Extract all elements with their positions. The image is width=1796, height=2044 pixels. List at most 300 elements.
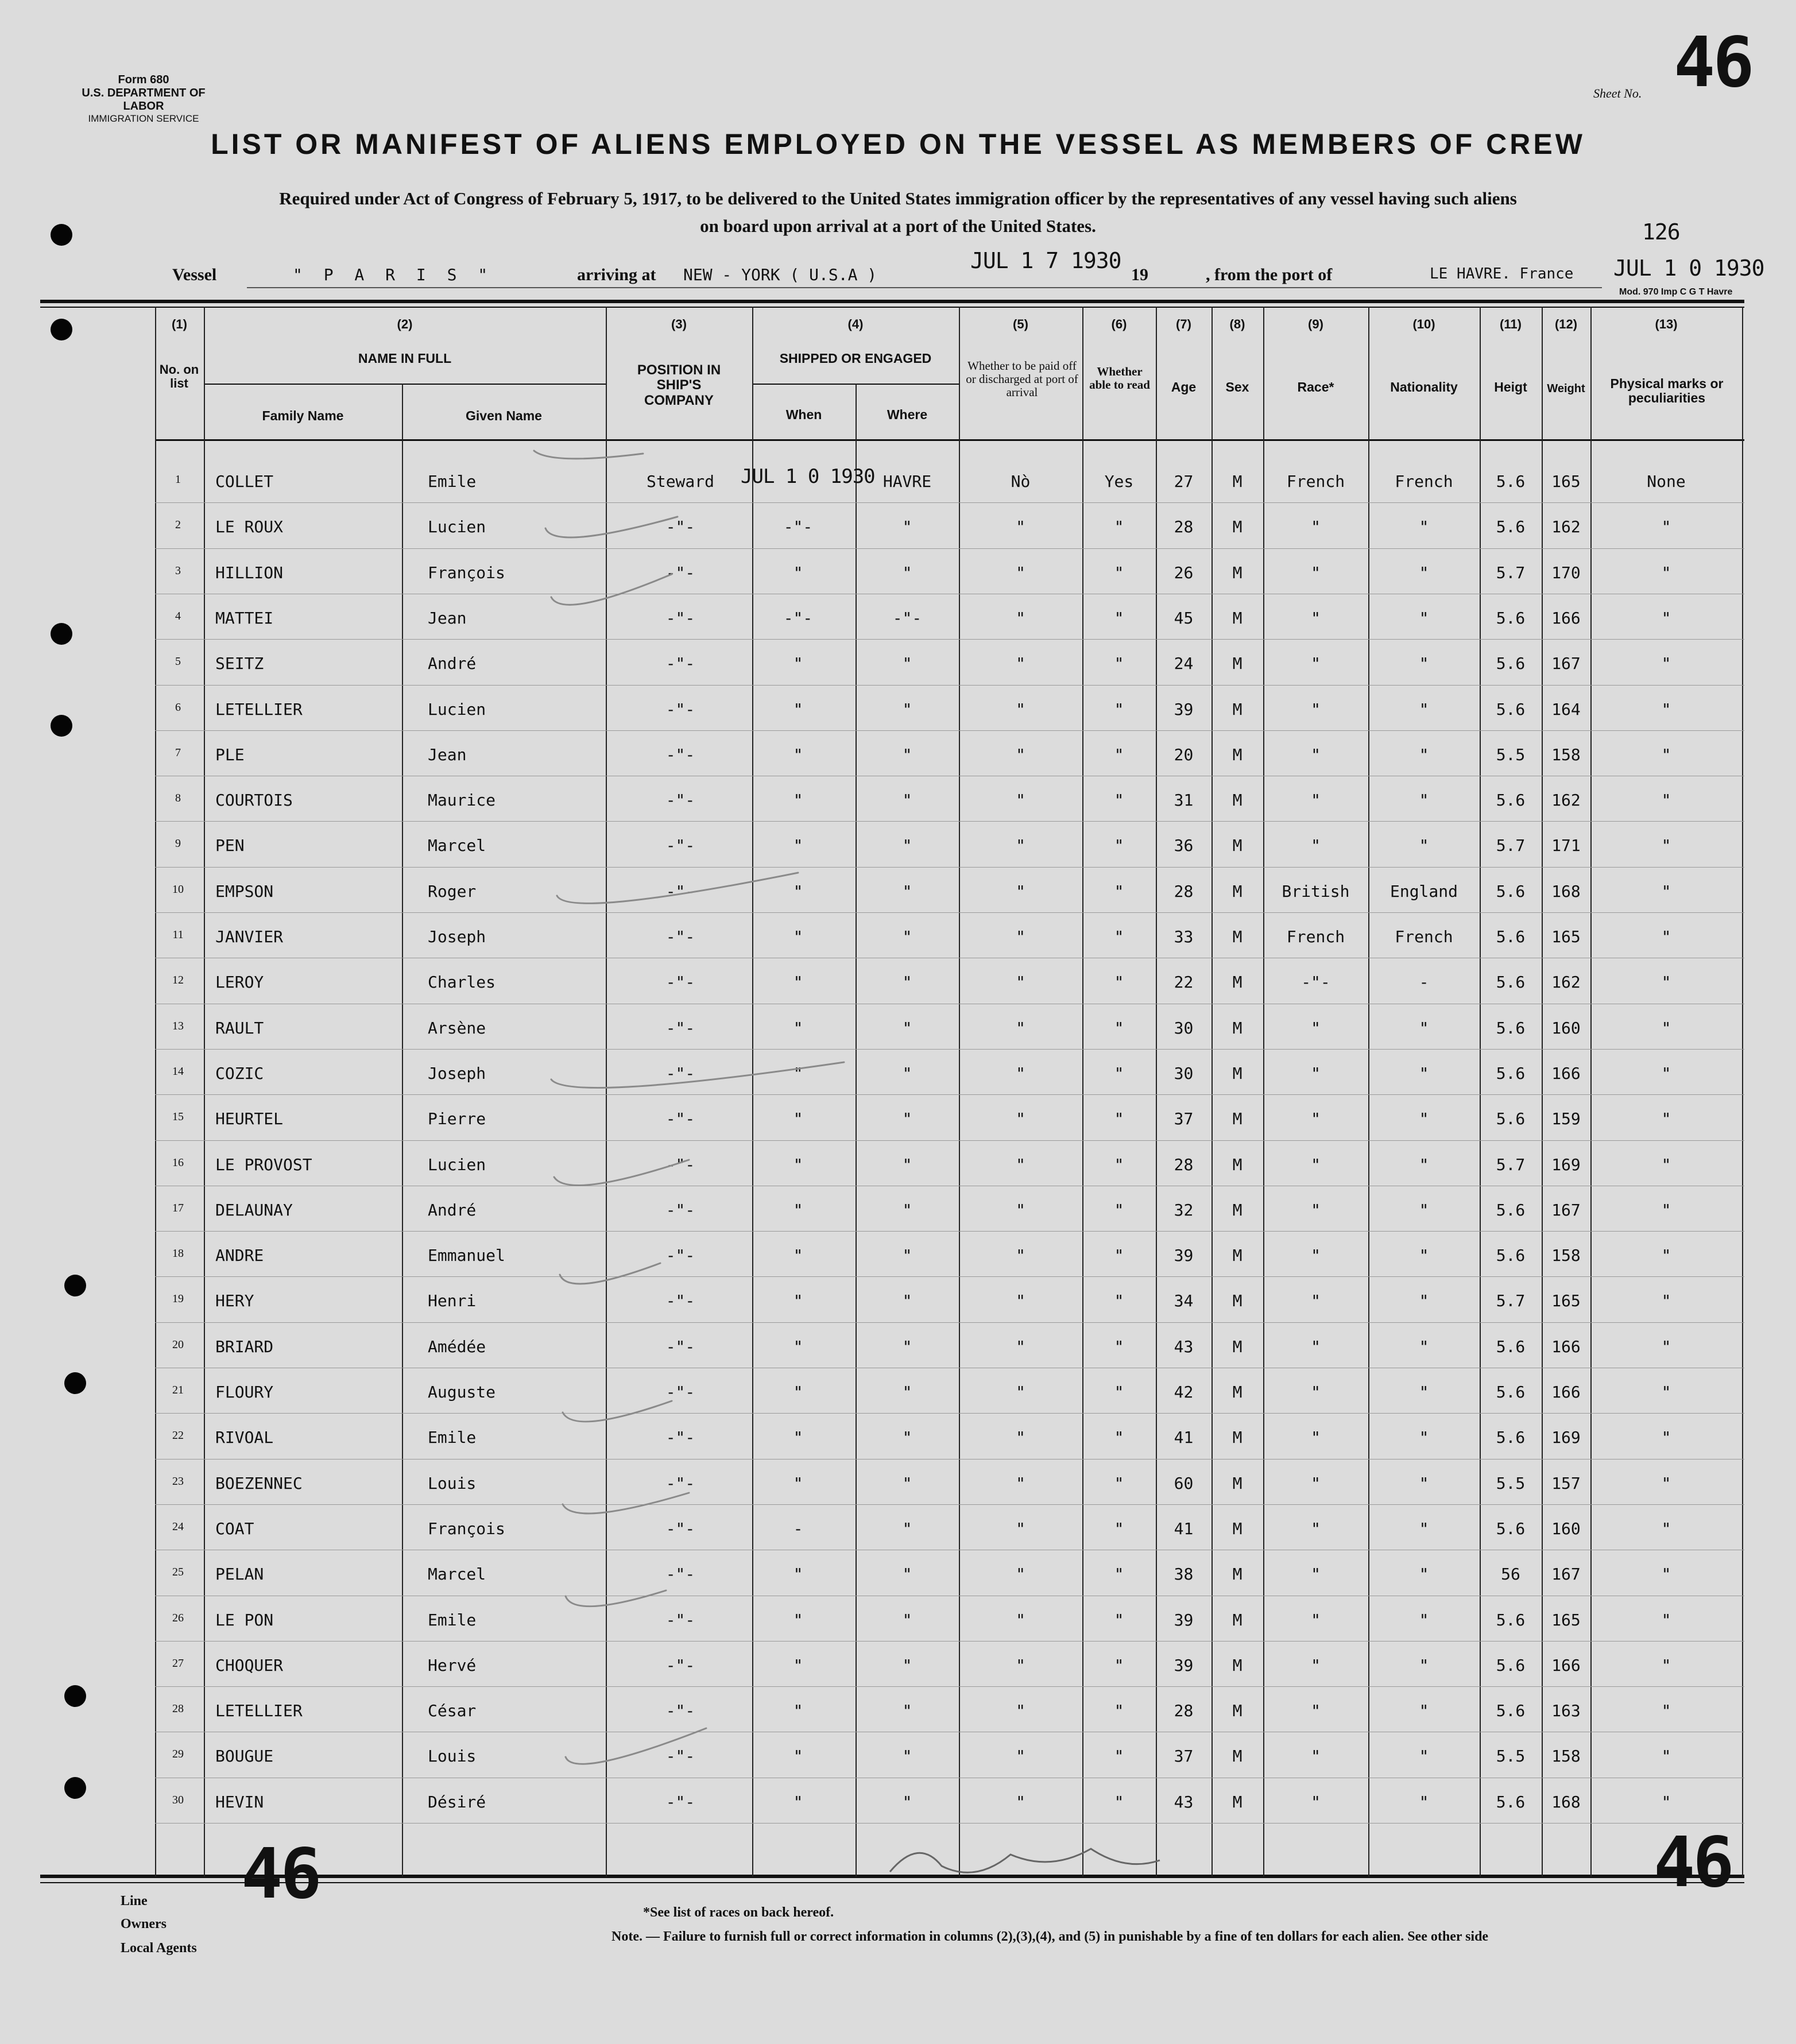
cell-given: François xyxy=(428,563,505,582)
cell-read: " xyxy=(1114,563,1124,582)
cell-weight: 167 xyxy=(1551,1565,1581,1584)
cell-nationality: " xyxy=(1419,1155,1429,1174)
cell-age: 28 xyxy=(1174,1701,1194,1720)
cell-paid: " xyxy=(1016,1793,1025,1811)
races-note: *See list of races on back hereof. xyxy=(643,1905,834,1920)
cell-age: 32 xyxy=(1174,1201,1194,1220)
cell-read: " xyxy=(1114,1064,1124,1083)
cell-when: " xyxy=(793,1019,803,1038)
cell-when: " xyxy=(793,882,803,901)
cell-weight: 164 xyxy=(1551,700,1581,719)
cell-where: " xyxy=(902,1701,912,1720)
cell-paid: " xyxy=(1016,745,1025,764)
arrival-date-stamp: JUL 1 7 1930 xyxy=(970,248,1121,273)
cell-when: " xyxy=(793,1201,803,1220)
cell-position: -"- xyxy=(665,1246,695,1265)
cell-nationality: " xyxy=(1419,1337,1429,1356)
cell-read: Yes xyxy=(1104,472,1134,491)
col-number: (2) xyxy=(397,317,413,331)
cell-race: " xyxy=(1311,1064,1321,1083)
sheet-label: Sheet No. xyxy=(1593,86,1642,100)
cell-read: " xyxy=(1114,1793,1124,1811)
row-number: 1 xyxy=(175,473,181,486)
cell-height: 5.5 xyxy=(1496,1747,1526,1766)
cell-position: -"- xyxy=(665,654,695,673)
col-number: (9) xyxy=(1308,317,1323,331)
cell-age: 39 xyxy=(1174,1611,1194,1629)
cell-age: 36 xyxy=(1174,836,1194,855)
header-shipped: SHIPPED OR ENGAGED xyxy=(779,351,932,366)
cell-given: Amédée xyxy=(428,1337,486,1356)
row-number: 14 xyxy=(172,1065,184,1078)
cell-when: " xyxy=(793,836,803,855)
row-number: 20 xyxy=(172,1338,184,1351)
cell-height: 5.7 xyxy=(1496,1155,1526,1174)
cell-weight: 162 xyxy=(1551,517,1581,536)
cell-physical: " xyxy=(1661,1155,1671,1174)
cell-position: -"- xyxy=(665,791,695,810)
header-weight: Weight xyxy=(1547,382,1585,395)
cell-family: LETELLIER xyxy=(215,1701,303,1720)
cell-where: " xyxy=(902,1201,912,1220)
cell-when: " xyxy=(793,1109,803,1128)
cell-given: Louis xyxy=(428,1747,477,1766)
cell-height: 5.6 xyxy=(1496,1611,1526,1629)
cell-age: 28 xyxy=(1174,1155,1194,1174)
cell-physical: " xyxy=(1661,1337,1671,1356)
from-port: LE HAVRE. France xyxy=(1430,265,1574,282)
cell-sex: M xyxy=(1232,745,1243,764)
cell-age: 34 xyxy=(1174,1291,1194,1310)
cell-where: " xyxy=(902,1428,912,1447)
cell-sex: M xyxy=(1232,1428,1243,1447)
cell-where: " xyxy=(902,700,912,719)
cell-when: " xyxy=(793,927,803,946)
cell-nationality: " xyxy=(1419,1519,1429,1538)
cell-given: Lucien xyxy=(428,517,486,536)
cell-read: " xyxy=(1114,1109,1124,1128)
cell-age: 26 xyxy=(1174,563,1194,582)
cell-position: -"- xyxy=(665,1337,695,1356)
cell-age: 33 xyxy=(1174,927,1194,946)
cell-when: " xyxy=(793,1155,803,1174)
cell-position: -"- xyxy=(665,882,695,901)
cell-physical: " xyxy=(1661,1747,1671,1766)
cell-paid: " xyxy=(1016,1474,1025,1493)
cell-sex: M xyxy=(1232,1291,1243,1310)
row-number: 26 xyxy=(172,1612,184,1624)
cell-weight: 160 xyxy=(1551,1519,1581,1538)
cell-age: 39 xyxy=(1174,1246,1194,1265)
header-family-name: Family Name xyxy=(262,408,344,423)
cell-physical: " xyxy=(1661,836,1671,855)
cell-read: " xyxy=(1114,1656,1124,1675)
cell-read: " xyxy=(1114,1337,1124,1356)
cell-position: -"- xyxy=(665,1291,695,1310)
cell-given: Emile xyxy=(428,472,477,491)
cell-family: LE ROUX xyxy=(215,517,284,536)
cell-physical: None xyxy=(1647,472,1686,491)
cell-sex: M xyxy=(1232,927,1243,946)
cell-physical: " xyxy=(1661,1474,1671,1493)
col-number: (12) xyxy=(1554,317,1578,331)
cell-sex: M xyxy=(1232,609,1243,628)
cell-physical: " xyxy=(1661,1701,1671,1720)
cell-when: " xyxy=(793,1565,803,1584)
cell-paid: " xyxy=(1016,1201,1025,1220)
cell-sex: M xyxy=(1232,836,1243,855)
cell-race: " xyxy=(1311,1474,1321,1493)
cell-family: EMPSON xyxy=(215,882,274,901)
cell-given: Joseph xyxy=(428,1064,486,1083)
cell-physical: " xyxy=(1661,654,1671,673)
cell-where: " xyxy=(902,1565,912,1584)
cell-paid: " xyxy=(1016,973,1025,992)
cell-position: -"- xyxy=(665,1701,695,1720)
cell-weight: 159 xyxy=(1551,1109,1581,1128)
cell-weight: 167 xyxy=(1551,1201,1581,1220)
cell-weight: 166 xyxy=(1551,1656,1581,1675)
cell-where: " xyxy=(902,1383,912,1402)
cell-race: " xyxy=(1311,563,1321,582)
cell-when: " xyxy=(793,1474,803,1493)
cell-read: " xyxy=(1114,517,1124,536)
cell-read: " xyxy=(1114,791,1124,810)
cell-paid: " xyxy=(1016,1519,1025,1538)
cell-read: " xyxy=(1114,1383,1124,1402)
cell-age: 41 xyxy=(1174,1428,1194,1447)
cell-when: " xyxy=(793,563,803,582)
cell-position: -"- xyxy=(665,973,695,992)
owners-label: Owners xyxy=(121,1917,167,1931)
cell-given: Marcel xyxy=(428,836,486,855)
cell-given: Joseph xyxy=(428,927,486,946)
cell-read: " xyxy=(1114,1291,1124,1310)
cell-height: 5.6 xyxy=(1496,791,1526,810)
cell-age: 37 xyxy=(1174,1109,1194,1128)
page-title: LIST OR MANIFEST OF ALIENS EMPLOYED ON THE VESSEL AS MEMBERS OF CREW xyxy=(211,128,1585,160)
cell-weight: 166 xyxy=(1551,1064,1581,1083)
cell-age: 30 xyxy=(1174,1064,1194,1083)
cell-paid: " xyxy=(1016,1383,1025,1402)
cell-weight: 166 xyxy=(1551,609,1581,628)
cell-family: HERY xyxy=(215,1291,254,1310)
cell-height: 5.6 xyxy=(1496,1519,1526,1538)
cell-age: 24 xyxy=(1174,654,1194,673)
cell-height: 5.6 xyxy=(1496,927,1526,946)
cell-nationality: " xyxy=(1419,1474,1429,1493)
cell-family: PELAN xyxy=(215,1565,264,1584)
form-number: Form 680 xyxy=(118,73,169,86)
cell-physical: " xyxy=(1661,1611,1671,1629)
cell-weight: 168 xyxy=(1551,882,1581,901)
cell-age: 22 xyxy=(1174,973,1194,992)
row-number: 22 xyxy=(172,1429,184,1442)
cell-height: 5.7 xyxy=(1496,836,1526,855)
cell-height: 5.6 xyxy=(1496,1019,1526,1038)
cell-where: " xyxy=(902,1611,912,1629)
row-number: 9 xyxy=(175,837,181,850)
cell-weight: 171 xyxy=(1551,836,1581,855)
cell-height: 5.6 xyxy=(1496,882,1526,901)
header-paid-off: Whether to be paid off or discharged at port of arrival xyxy=(966,359,1078,400)
cell-sex: M xyxy=(1232,1611,1243,1629)
header-position: POSITION IN SHIP'S COMPANY xyxy=(637,362,721,408)
cell-family: FLOURY xyxy=(215,1383,274,1402)
cell-where: " xyxy=(902,563,912,582)
cell-sex: M xyxy=(1232,1565,1243,1584)
cell-paid: " xyxy=(1016,1565,1025,1584)
arriving-label: arriving at xyxy=(577,265,656,284)
cell-when: " xyxy=(793,1611,803,1629)
cell-position: -"- xyxy=(665,1474,695,1493)
cell-physical: " xyxy=(1661,1064,1671,1083)
cell-height: 5.6 xyxy=(1496,1656,1526,1675)
cell-race: " xyxy=(1311,700,1321,719)
cell-height: 5.5 xyxy=(1496,1474,1526,1493)
cell-height: 5.6 xyxy=(1496,700,1526,719)
cell-given: Arsène xyxy=(428,1019,486,1038)
cell-when: - xyxy=(793,1519,803,1538)
header-no-on-list: No. on list xyxy=(159,362,199,391)
departure-date-stamp: JUL 1 0 1930 xyxy=(1613,256,1764,281)
cell-nationality: " xyxy=(1419,1201,1429,1220)
cell-when: " xyxy=(793,1246,803,1265)
cell-position: -"- xyxy=(665,700,695,719)
cell-weight: 170 xyxy=(1551,563,1581,582)
cell-where: " xyxy=(902,745,912,764)
cell-position: -"- xyxy=(665,1519,695,1538)
cell-given: Louis xyxy=(428,1474,477,1493)
cell-position: -"- xyxy=(665,1656,695,1675)
cell-nationality: " xyxy=(1419,1019,1429,1038)
cell-nationality: " xyxy=(1419,563,1429,582)
cell-physical: " xyxy=(1661,1656,1671,1675)
cell-height: 5.6 xyxy=(1496,1793,1526,1811)
cell-sex: M xyxy=(1232,1155,1243,1174)
row-number: 28 xyxy=(172,1702,184,1715)
cell-nationality: " xyxy=(1419,700,1429,719)
cell-when: " xyxy=(793,1428,803,1447)
cell-weight: 166 xyxy=(1551,1383,1581,1402)
cell-position: -"- xyxy=(665,1383,695,1402)
cell-race: " xyxy=(1311,1019,1321,1038)
cell-given: Pierre xyxy=(428,1109,486,1128)
cell-race: " xyxy=(1311,517,1321,536)
cell-read: " xyxy=(1114,1611,1124,1629)
row-number: 11 xyxy=(172,928,184,941)
cell-given: André xyxy=(428,1201,477,1220)
header-age: Age xyxy=(1171,380,1197,394)
row-number: 5 xyxy=(175,655,181,668)
cell-family: BOUGUE xyxy=(215,1747,274,1766)
col-number: (11) xyxy=(1500,317,1522,331)
cell-sex: M xyxy=(1232,1793,1243,1811)
cell-physical: " xyxy=(1661,927,1671,946)
cell-nationality: " xyxy=(1419,1246,1429,1265)
subtitle-line-1: Required under Act of Congress of February 5, 1917, to be delivered to the United States immigration officer by the representatives of any vessel having such aliens xyxy=(279,188,1517,208)
row-number: 18 xyxy=(172,1247,184,1260)
cell-when: " xyxy=(793,654,803,673)
cell-sex: M xyxy=(1232,1246,1243,1265)
cell-paid: " xyxy=(1016,1611,1025,1629)
cell-age: 45 xyxy=(1174,609,1194,628)
header-where: Where xyxy=(887,407,928,422)
cell-height: 5.5 xyxy=(1496,745,1526,764)
cell-race: " xyxy=(1311,609,1321,628)
cell-where: " xyxy=(902,882,912,901)
cell-nationality: - xyxy=(1419,973,1429,992)
cell-nationality: French xyxy=(1395,927,1453,946)
row-number: 25 xyxy=(172,1566,184,1578)
cell-family: JANVIER xyxy=(215,927,284,946)
cell-race: " xyxy=(1311,1656,1321,1675)
cell-age: 60 xyxy=(1174,1474,1194,1493)
cell-given: Charles xyxy=(428,973,496,992)
cell-race: " xyxy=(1311,1155,1321,1174)
cell-height: 5.6 xyxy=(1496,517,1526,536)
cell-weight: 167 xyxy=(1551,654,1581,673)
from-label: , from the port of xyxy=(1206,265,1333,284)
cell-sex: M xyxy=(1232,1474,1243,1493)
cell-nationality: " xyxy=(1419,1747,1429,1766)
cell-family: COZIC xyxy=(215,1064,264,1083)
cell-race: " xyxy=(1311,1747,1321,1766)
cell-height: 5.6 xyxy=(1496,609,1526,628)
cell-position: -"- xyxy=(665,1428,695,1447)
cell-physical: " xyxy=(1661,1246,1671,1265)
cell-read: " xyxy=(1114,882,1124,901)
cell-read: " xyxy=(1114,1428,1124,1447)
cell-family: PEN xyxy=(215,836,245,855)
cell-nationality: " xyxy=(1419,1793,1429,1811)
cell-read: " xyxy=(1114,1747,1124,1766)
cell-position: -"- xyxy=(665,1064,695,1083)
cell-height: 5.6 xyxy=(1496,1201,1526,1220)
cell-where: " xyxy=(902,973,912,992)
cell-read: " xyxy=(1114,700,1124,719)
row-number: 15 xyxy=(172,1110,184,1123)
cell-when: " xyxy=(793,1656,803,1675)
cell-family: LE PROVOST xyxy=(215,1155,312,1174)
cell-read: " xyxy=(1114,1474,1124,1493)
mod-note: Mod. 970 Imp C G T Havre xyxy=(1619,287,1733,297)
cell-nationality: " xyxy=(1419,791,1429,810)
cell-paid: Nò xyxy=(1011,472,1031,491)
col-number: (10) xyxy=(1412,317,1435,331)
cell-weight: 169 xyxy=(1551,1428,1581,1447)
col-number: (8) xyxy=(1229,317,1245,331)
row-number: 24 xyxy=(172,1520,184,1533)
cell-given: Emile xyxy=(428,1428,477,1447)
cell-nationality: " xyxy=(1419,836,1429,855)
cell-age: 38 xyxy=(1174,1565,1194,1584)
cell-family: HEURTEL xyxy=(215,1109,284,1128)
row-number: 17 xyxy=(172,1202,184,1214)
cell-paid: " xyxy=(1016,1064,1025,1083)
cell-where: " xyxy=(902,1246,912,1265)
cell-sex: M xyxy=(1232,1337,1243,1356)
cell-age: 28 xyxy=(1174,882,1194,901)
cell-where: " xyxy=(902,791,912,810)
cell-age: 42 xyxy=(1174,1383,1194,1402)
cell-where: -"- xyxy=(892,609,922,628)
cell-where: " xyxy=(902,654,912,673)
cell-where: " xyxy=(902,1019,912,1038)
year-label: 19 xyxy=(1131,265,1148,284)
cell-when: " xyxy=(793,1337,803,1356)
cell-physical: " xyxy=(1661,745,1671,764)
vessel-label: Vessel xyxy=(172,265,217,284)
cell-when: -"- xyxy=(783,517,813,536)
cell-height: 5.6 xyxy=(1496,654,1526,673)
penalty-note: Note. — Failure to furnish full or correct information in columns (2),(3),(4), and (5) in punishable by a fine of ten dollars for each alien. See other side xyxy=(611,1929,1489,1944)
cell-nationality: " xyxy=(1419,1565,1429,1584)
cell-weight: 158 xyxy=(1551,1747,1581,1766)
row-number: 3 xyxy=(175,564,181,577)
cell-physical: " xyxy=(1661,1565,1671,1584)
department-name: U.S. DEPARTMENT OF LABOR xyxy=(82,87,206,113)
cell-sex: M xyxy=(1232,563,1243,582)
cell-weight: 165 xyxy=(1551,927,1581,946)
header-name-in-full: NAME IN FULL xyxy=(358,351,452,366)
cell-nationality: " xyxy=(1419,1428,1429,1447)
row-number: 30 xyxy=(172,1794,184,1806)
cell-when: " xyxy=(793,973,803,992)
cell-given: Auguste xyxy=(428,1383,496,1402)
cell-weight: 158 xyxy=(1551,1246,1581,1265)
cell-when: " xyxy=(793,1747,803,1766)
cell-position: Steward xyxy=(646,472,714,491)
row-number: 12 xyxy=(172,974,184,986)
cell-physical: " xyxy=(1661,1383,1671,1402)
cell-physical: " xyxy=(1661,1109,1671,1128)
cell-race: British xyxy=(1282,882,1350,901)
cell-when: " xyxy=(793,1701,803,1720)
cell-physical: " xyxy=(1661,1019,1671,1038)
cell-paid: " xyxy=(1016,654,1025,673)
cell-position: -"- xyxy=(665,1793,695,1811)
cell-sex: M xyxy=(1232,517,1243,536)
cell-read: " xyxy=(1114,1565,1124,1584)
row-number: 4 xyxy=(175,610,181,622)
cell-read: " xyxy=(1114,654,1124,673)
cell-paid: " xyxy=(1016,1337,1025,1356)
cell-position: -"- xyxy=(665,1109,695,1128)
cell-height: 5.6 xyxy=(1496,1109,1526,1128)
cell-race: " xyxy=(1311,1428,1321,1447)
cell-height: 5.6 xyxy=(1496,1064,1526,1083)
cell-read: " xyxy=(1114,1019,1124,1038)
cell-given: André xyxy=(428,654,477,673)
cell-when: " xyxy=(793,1064,803,1083)
cell-weight: 157 xyxy=(1551,1474,1581,1493)
cell-paid: " xyxy=(1016,836,1025,855)
cell-sex: M xyxy=(1232,654,1243,673)
cell-weight: 160 xyxy=(1551,1019,1581,1038)
cell-family: BRIARD xyxy=(215,1337,274,1356)
cell-paid: " xyxy=(1016,1747,1025,1766)
cell-where: " xyxy=(902,1474,912,1493)
cell-physical: " xyxy=(1661,609,1671,628)
cell-nationality: " xyxy=(1419,517,1429,536)
cell-race: French xyxy=(1286,472,1345,491)
cell-paid: " xyxy=(1016,882,1025,901)
header-when: When xyxy=(785,407,822,422)
cell-where: " xyxy=(902,927,912,946)
cell-when: " xyxy=(793,1291,803,1310)
header-physical-marks: Physical marks or peculiarities xyxy=(1610,376,1724,406)
